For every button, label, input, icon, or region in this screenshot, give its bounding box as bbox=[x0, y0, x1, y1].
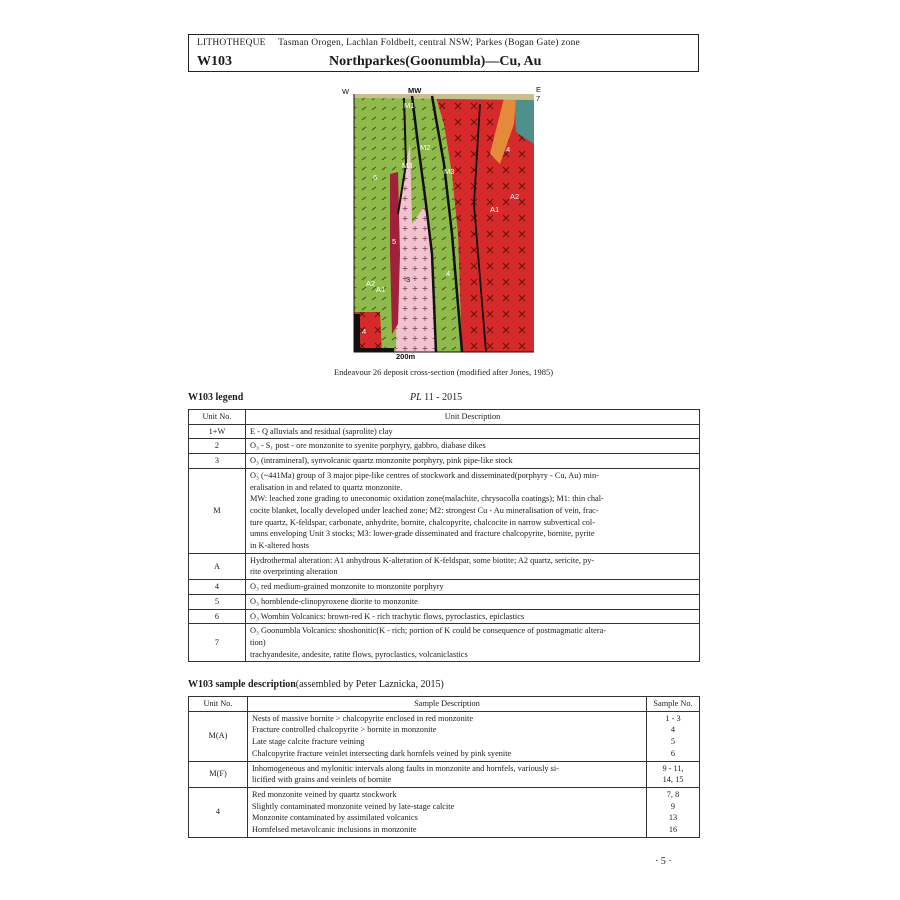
legend-description-line: cocite blanket, locally developed under leached zone; M2: strongest Cu - Au mineralisation of vein, frac- bbox=[250, 505, 599, 515]
sample-heading bbox=[188, 679, 444, 690]
sample-description-line: Nests of massive bornite > chalcopyrite enclosed in red monzonite bbox=[252, 713, 474, 723]
legend-description-cell bbox=[246, 594, 700, 609]
legend-header-row bbox=[189, 410, 700, 425]
sample-number-line: 7, 8 bbox=[666, 789, 680, 799]
sample-header-row bbox=[189, 697, 700, 712]
legend-heading: W103 legend bbox=[188, 392, 244, 403]
legend-description-line: O₃ Wombin Volcanics: brown-red K - rich trachytic flows, pyroclastics, epiclastics bbox=[250, 611, 525, 621]
legend-description-line: O₃ red medium-grained monzonite to monzonite porphyry bbox=[250, 582, 444, 592]
sample-number-line: 13 bbox=[668, 813, 678, 823]
legend-description-line: MW: leached zone grading to uneconomic oxidation zone(malachite, chrysocolla coatings); M1: thin chal- bbox=[250, 494, 604, 504]
scale-label: 200m bbox=[396, 352, 416, 361]
legend-description-line: ture quartz, K-feldspar, carbonate, anhydrite, bornite, chalcopyrite, chalcocite in narrow subvertical col- bbox=[250, 517, 595, 527]
sample-description-line: Hornfelsed metavolcanic inclusions in monzonite bbox=[252, 825, 417, 835]
sample-description-cell bbox=[248, 787, 647, 837]
sample-number-line: 6 bbox=[670, 748, 676, 758]
legend-row bbox=[189, 624, 700, 662]
label-unit-3: 3 bbox=[406, 275, 411, 284]
legend-unit-cell: 6 bbox=[189, 609, 246, 624]
location-text: Tasman Orogen, Lachlan Foldbelt, central NSW; Parkes (Bogan Gate) zone bbox=[278, 38, 580, 48]
legend-description-line: Hydrothermal alteration: A1 anhydrous K-alteration of K-feldspar, some biotite; A2 quartz, sericite, py- bbox=[250, 555, 595, 565]
label-east: E bbox=[536, 85, 542, 94]
header-location-line bbox=[197, 38, 580, 48]
sample-unit-cell: M(A) bbox=[189, 711, 248, 761]
legend-description-cell bbox=[246, 454, 700, 469]
sample-number-line: 16 bbox=[668, 825, 678, 835]
legend-row bbox=[189, 424, 700, 439]
legend-unit-cell: A bbox=[189, 553, 246, 579]
legend-description-cell bbox=[246, 609, 700, 624]
legend-row bbox=[189, 454, 700, 469]
sample-number-line: 4 bbox=[670, 725, 676, 735]
legend-row bbox=[189, 468, 700, 553]
sample-table bbox=[188, 696, 700, 838]
legend-description-cell bbox=[246, 424, 700, 439]
label-m3-west: M3 bbox=[402, 161, 413, 170]
legend-description-cell bbox=[246, 439, 700, 454]
legend-description-cell bbox=[246, 468, 700, 553]
legend-unit-cell: 5 bbox=[189, 594, 246, 609]
sample-heading-attribution: (assembled by Peter Laznicka, 2015) bbox=[295, 679, 444, 690]
legend-unit-cell: 4 bbox=[189, 580, 246, 595]
sample-heading-title: W103 sample description bbox=[188, 679, 296, 690]
legend-row bbox=[189, 594, 700, 609]
legend-row bbox=[189, 439, 700, 454]
legend-unit-cell: 7 bbox=[189, 624, 246, 662]
sample-number-line: 5 bbox=[670, 737, 676, 747]
label-unit-4-centre: 4 bbox=[446, 269, 451, 278]
legend-description-cell bbox=[246, 624, 700, 662]
label-unit-6: 6 bbox=[373, 173, 378, 182]
sample-number-cell bbox=[647, 711, 700, 761]
legend-description-cell bbox=[246, 580, 700, 595]
label-unit-4-east: 4 bbox=[506, 145, 511, 154]
sample-unit-cell: 4 bbox=[189, 787, 248, 837]
legend-description-cell bbox=[246, 553, 700, 579]
scale-bar-vertical bbox=[354, 314, 360, 352]
plate-label: PL bbox=[410, 392, 422, 403]
sample-group-row bbox=[189, 711, 700, 761]
label-unit-7: 7 bbox=[536, 94, 541, 103]
sample-group-row bbox=[189, 761, 700, 787]
sample-col-number: Sample No. bbox=[647, 697, 700, 712]
sample-description-line: Fracture controlled chalcopyrite > bornite in monzonite bbox=[252, 725, 437, 735]
legend-description-line: trachyandesite, andesite, ratite flows, pyroclastics, volcaniclastics bbox=[250, 649, 468, 659]
legend-description-line: umns enveloping Unit 3 stocks; M3: lower-grade disseminated and fracture chalcopyrite, bornite, pyrite bbox=[250, 529, 595, 539]
legend-description-line: E - Q alluvials and residual (saprolite) clay bbox=[250, 426, 393, 436]
sample-number-line: 9 - 11, bbox=[662, 763, 684, 773]
legend-description-line: O₃ Goonumbla Volcanics: shoshonitic(K - rich; portion of K could be consequence of postmagmatic altera- bbox=[250, 626, 607, 636]
label-a1: A1 bbox=[490, 205, 500, 214]
page-number: · 5 · bbox=[655, 856, 672, 867]
sample-description-line: Late stage calcite fracture veining bbox=[252, 737, 365, 747]
label-mw: MW bbox=[408, 86, 422, 95]
legend-row bbox=[189, 580, 700, 595]
label-m1: M1 bbox=[404, 101, 415, 110]
sample-number-line: 1 - 3 bbox=[665, 713, 681, 723]
label-unit-5: 5 bbox=[392, 237, 397, 246]
sample-description-line: licified with grains and veinlets of bornite bbox=[252, 775, 392, 785]
sample-group-row bbox=[189, 787, 700, 837]
legend-unit-cell: 1+W bbox=[189, 424, 246, 439]
label-m2: M2 bbox=[420, 143, 431, 152]
header-box bbox=[188, 34, 699, 72]
legend-description-line: in K-altered hosts bbox=[250, 541, 309, 551]
legend-description-line: O₃ (intramineral), synvolcanic quartz monzonite porphyry, pink pipe-like stock bbox=[250, 456, 513, 466]
sample-col-unit: Unit No. bbox=[189, 697, 248, 712]
legend-row bbox=[189, 609, 700, 624]
deposit-title: Northparkes(Goonumbla)—Cu, Au bbox=[329, 54, 542, 69]
sample-description-cell bbox=[248, 761, 647, 787]
sample-number-cell bbox=[647, 787, 700, 837]
scale-bar-horizontal bbox=[354, 348, 394, 352]
legend-description-line: O₃ hornblende-clinopyroxene diorite to monzonite bbox=[250, 596, 418, 606]
legend-col-description: Unit Description bbox=[246, 410, 700, 425]
label-west: W bbox=[342, 87, 350, 96]
label-m3-east: M3 bbox=[444, 167, 455, 176]
lithotheque-label: LITHOTHEQUE bbox=[197, 38, 266, 48]
sample-description-line: Red monzonite veined by quartz stockwork bbox=[252, 789, 397, 799]
figure-caption: Endeavour 26 deposit cross-section (modified after Jones, 1985) bbox=[333, 367, 554, 377]
legend-col-unit: Unit No. bbox=[189, 410, 246, 425]
cross-section-svg bbox=[340, 84, 550, 362]
sample-number-line: 9 bbox=[670, 801, 676, 811]
sample-number-line: 14, 15 bbox=[662, 775, 684, 785]
legend-row bbox=[189, 553, 700, 579]
sample-description-line: Inhomogeneous and mylonitic intervals along faults in monzonite and hornfels, variously si- bbox=[252, 763, 559, 773]
legend-description-line: eralisation in and related to quartz monzonite. bbox=[250, 482, 403, 492]
sample-description-line: Monzonite contaminated by assimilated volcanics bbox=[252, 813, 418, 823]
sample-number-cell bbox=[647, 761, 700, 787]
deposit-code: W103 bbox=[197, 54, 232, 69]
label-a2-east: A2 bbox=[510, 192, 520, 201]
legend-table bbox=[188, 409, 700, 662]
sample-unit-cell: M(F) bbox=[189, 761, 248, 787]
plate-number: 11 - 2015 bbox=[421, 392, 463, 403]
legend-description-line: O₃ (~441Ma) group of 3 major pipe-like centres of stockwork and disseminated(porphyry - Cu, Au) min- bbox=[250, 470, 599, 480]
legend-unit-cell: 3 bbox=[189, 454, 246, 469]
legend-description-line: O₃ - S₁ post - ore monzonite to syenite porphyry, gabbro, diabase dikes bbox=[250, 441, 486, 451]
legend-description-line: tion) bbox=[250, 637, 266, 647]
sample-col-description: Sample Description bbox=[248, 697, 647, 712]
legend-unit-cell: M bbox=[189, 468, 246, 553]
label-a1-west: A1 bbox=[376, 285, 386, 294]
sample-description-cell bbox=[248, 711, 647, 761]
label-a2-west: A2 bbox=[366, 279, 376, 288]
plate-reference bbox=[410, 392, 462, 403]
legend-description-line: rite overprinting alteration bbox=[250, 567, 338, 577]
label-unit-4-west: 4 bbox=[362, 327, 367, 336]
legend-unit-cell: 2 bbox=[189, 439, 246, 454]
sample-description-line: Slightly contaminated monzonite veined by late-stage calcite bbox=[252, 801, 455, 811]
white-margin bbox=[534, 154, 550, 352]
cross-section-figure bbox=[340, 84, 550, 362]
sample-description-line: Chalcopyrite fracture veinlet intersecting dark hornfels veined by pink syenite bbox=[252, 748, 512, 758]
